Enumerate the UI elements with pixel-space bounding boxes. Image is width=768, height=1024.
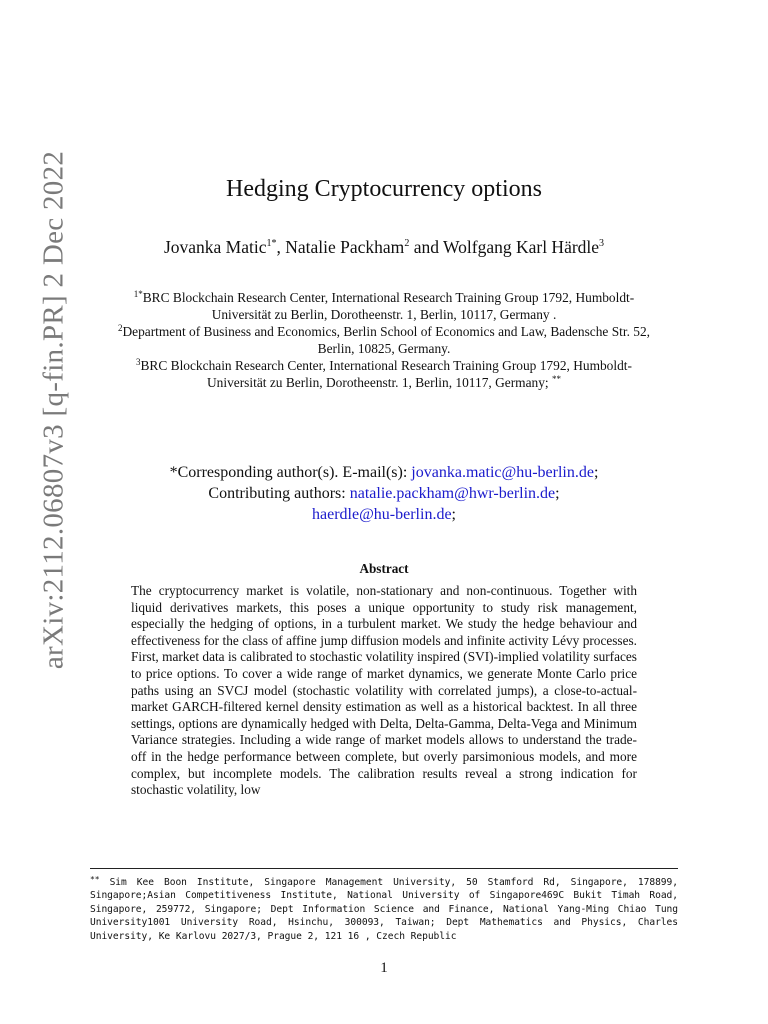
corresponding-author-line	[100, 462, 668, 483]
affiliation	[110, 323, 658, 357]
affiliation-mark: 3	[136, 357, 141, 367]
arxiv-identifier-stamp: arXiv:2112.06807v3 [q-fin.PR] 2 Dec 2022	[37, 150, 70, 670]
author-superscript: 2	[404, 238, 410, 249]
author-separator: ,	[276, 237, 286, 257]
author-superscript: 1*	[266, 238, 277, 249]
paper-title: Hedging Cryptocurrency options	[226, 176, 542, 202]
punctuation: ;	[451, 506, 456, 523]
author-name: Wolfgang Karl Härdle	[443, 237, 600, 257]
affiliation-footnote-mark: **	[552, 374, 561, 384]
affiliation	[110, 289, 658, 323]
contact-block	[100, 462, 668, 525]
corresponding-label: *Corresponding author(s). E-mail(s):	[169, 464, 412, 481]
author-superscript: 3	[599, 238, 605, 249]
footnote	[90, 876, 678, 943]
affiliation-mark: 1*	[133, 289, 143, 299]
footnote-mark: **	[90, 875, 100, 884]
author-name: Jovanka Matic	[163, 237, 267, 257]
contributing-authors-line	[100, 504, 668, 525]
affiliation-text: BRC Blockchain Research Center, International Research Training Group 1792, Humboldt-Universität zu Berlin, Dorotheenstr. 1, Berlin, 10117, Germany .	[142, 290, 635, 322]
contributing-authors-line	[100, 483, 668, 504]
page-number: 1	[380, 960, 388, 976]
affiliation-mark: 2	[117, 323, 123, 333]
footnote-text: Sim Kee Boon Institute, Singapore Management University, 50 Stamford Rd, Singapore, 178899, Singapore;Asian Competitiveness Institute, National University of Singapore469C Bukit Timah Road, Singapore, 259772, Singapore; Dept Information Science and Finance, National Yang-Ming Chiao Tung University1001 University Road, Hsinchu, 300093, Taiwan; Dept Mathematics and Physics, Charles University, Ke Karlovu 2027/3, Prague 2, 121 16 , Czech Republic	[90, 877, 678, 942]
author-name: Natalie Packham	[285, 237, 405, 257]
contributing-label: Contributing authors:	[208, 485, 350, 502]
affiliation-text: BRC Blockchain Research Center, International Research Training Group 1792, Humboldt-Universität zu Berlin, Dorotheenstr. 1, Berlin, 10117, Germany;	[140, 358, 632, 390]
affiliation	[110, 357, 658, 391]
punctuation: ;	[593, 464, 599, 481]
affiliation-text: Department of Business and Economics, Berlin School of Economics and Law, Badensche Str. 52, Berlin, 10825, Germany.	[122, 324, 651, 356]
abstract-body	[131, 583, 637, 799]
affiliation-list	[110, 289, 658, 391]
footnote-divider	[90, 868, 678, 869]
abstract-text: The cryptocurrency market is volatile, non-stationary and non-continuous. Together with liquid derivatives markets, this poses a unique opportunity to study risk management, especially the hedging of options, in a turbulent market. We study the hedge behaviour and effectiveness for the class of affine jump diffusion models and infinite activity Lévy processes. First, market data is calibrated to stochastic volatility inspired (SVI)-implied volatility surfaces to price options. To cover a wide range of market dynamics, we generate Monte Carlo price paths using an SVCJ model (stochastic volatility with correlated jumps), a close-to-actual-market GARCH-filtered kernel density estimation as well as a historical backtest. In all three settings, options are dynamically hedged with Delta, Delta-Gamma, Delta-Vega and Minimum Variance strategies. Including a wide range of market models allows to understand the trade-off in the hedge performance between complete, but overly parsimonious models, and more complex, but incomplete models. The calibration results reveal a strong indication for stochastic volatility, low	[131, 583, 637, 798]
corresponding-email-link[interactable]: jovanka.matic@hu-berlin.de	[411, 464, 594, 481]
contributing-email-link[interactable]: natalie.packham@hwr-berlin.de	[349, 485, 556, 502]
punctuation: ;	[555, 485, 560, 502]
author-separator: and	[409, 237, 444, 257]
author-list	[130, 236, 638, 258]
abstract-heading: Abstract	[359, 561, 409, 576]
contributing-email-link[interactable]: haerdle@hu-berlin.de	[311, 506, 452, 523]
